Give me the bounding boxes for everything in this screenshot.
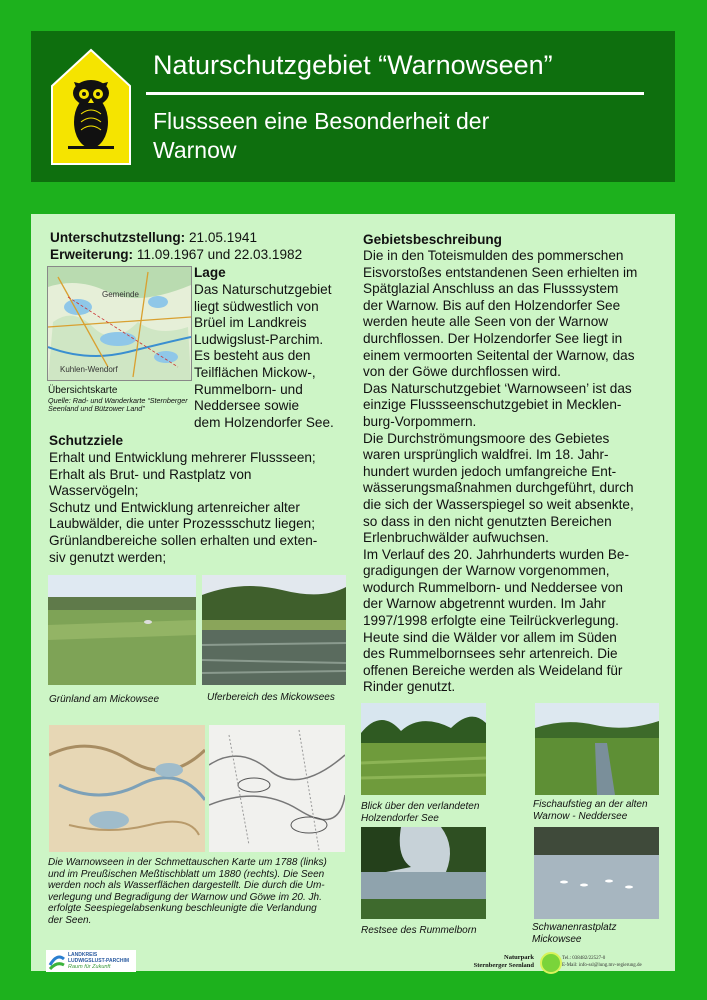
- photo-schwanenrastplatz: [534, 827, 659, 919]
- schutzziele-line: Erhalt und Entwicklung mehrerer Flussseen;: [49, 450, 316, 465]
- schutzziele-heading: Schutzziele: [49, 433, 124, 448]
- caption-schwan-1: Schwanenrastplatz: [532, 922, 617, 933]
- gebiet-line: der Warnow abgetrennt wurden. Im Jahr: [363, 596, 606, 612]
- karten-caption-line: verlegung und Begradigung der Warnow und Göwe im 20. Jh.: [48, 891, 322, 903]
- schutzziele-line: Erhalt als Brut- und Rastplatz von: [49, 466, 252, 482]
- lage-line: Ludwigslust-Parchim.: [194, 331, 324, 347]
- map-source-1: Quelle: Rad- und Wanderkarte “Sternberger: [48, 396, 188, 405]
- gebiet-line: der Warnow. Bis auf den Holzendorfer See: [363, 297, 621, 313]
- erweiterung-line: Erweiterung: 11.09.1967 und 22.03.1982: [50, 247, 303, 262]
- page-title: Naturschutzgebiet “Warnowseen”: [153, 50, 553, 80]
- karten-caption-line: der Seen.: [48, 914, 92, 926]
- page-subtitle: Flussseen eine Besonderheit der Warnow: [153, 108, 490, 163]
- owl-sign-icon: [50, 48, 132, 171]
- gebiet-line: 1997/1998 erfolgte eine Teilrückverlegung.: [363, 613, 619, 629]
- caption-fisch-1: Fischaufstieg an der alten: [533, 799, 648, 810]
- gebiet-line: Rinder genutzt.: [363, 679, 456, 695]
- caption-karten: [48, 857, 327, 926]
- schutzziele-line: Wasservögeln;: [49, 483, 139, 499]
- schutzziele-line: Grünlandbereiche sollen erhalten und exten-: [49, 532, 318, 548]
- gebiet-line: Heute sind die Wälder vor allem im Süden: [363, 629, 617, 645]
- schutzziele-line: Laubwälder, die unter Prozessschutz liegen;: [49, 516, 315, 532]
- gebiet-line: des Rummelbornsees sehr artenreich. Die: [363, 646, 618, 662]
- unterschutz-line: Unterschutzstellung: 21.05.1941: [50, 230, 258, 245]
- lage-text: [194, 282, 334, 431]
- gebiet-line: werden heute alle Seen von der Warnow: [363, 314, 609, 330]
- gebiet-line: einzige Flussseenschutzgebiet in Mecklen-: [363, 397, 622, 413]
- schutzziele-text: [49, 450, 317, 566]
- gebiet-line: durchflossen. Der Holzendorfer See liegt in: [363, 330, 623, 346]
- gebiet-line: waren ursprünglich waldfrei. Im 18. Jahr-: [363, 447, 609, 463]
- gebiet-line: Erlenbruchwälder aufwuchsen.: [363, 530, 549, 546]
- overview-map: [47, 266, 192, 381]
- gebiet-line: offenen Bereiche werden als Weideland für: [363, 662, 623, 678]
- karten-caption-line: Die Warnowseen in der Schmettauschen Karte um 1788 (links): [48, 857, 327, 868]
- gebiet-line: wodurch Rummelborn- und Neddersee von: [363, 579, 623, 595]
- lage-line: Das Naturschutzgebiet: [194, 282, 332, 297]
- photo-rummelborn: [361, 827, 486, 919]
- naturpark-logo-icon: [540, 952, 562, 974]
- lage-line: liegt südwestlich von: [194, 298, 319, 314]
- landkreis-emblem-icon: [48, 951, 66, 971]
- karten-caption-line: und im Preußischen Meßtischblatt um 1880 (rechts). Die Seen: [48, 868, 325, 880]
- schutzziele-line: Schutz und Entwicklung artenreicher alter: [49, 499, 300, 515]
- contact-info: Tel.: 038482/22527-0 E-Mail: info-ssl@lung.mv-regierung.de: [562, 956, 642, 968]
- gebiet-line: hundert wurden jedoch umfangreiche Ent-: [363, 463, 617, 479]
- map-caption: Übersichtskarte: [48, 385, 118, 396]
- gebiet-line: Eisvorstoßes entstandenen Seen erhielten im: [363, 264, 638, 280]
- lage-line: dem Holzendorfer See.: [194, 414, 334, 430]
- caption-rummelborn: Restsee des Rummelborn: [361, 925, 477, 936]
- gebiet-line: Spätglazial Anschluss an das Flusssystem: [363, 281, 619, 297]
- gebiet-line: so dass in den nicht genutzten Bereichen: [363, 513, 612, 529]
- caption-schwan-2: Mickowsee: [532, 934, 582, 945]
- photo-messtischblatt-map: [209, 725, 345, 852]
- gebiet-line: Das Naturschutzgebiet ‘Warnowseen’ ist das: [363, 380, 632, 396]
- gebiet-heading: Gebietsbeschreibung: [363, 232, 502, 247]
- photo-gruenland: [48, 575, 196, 685]
- caption-uferbereich: Uferbereich des Mickowsees: [207, 692, 335, 703]
- caption-holzendorf-2: Holzendorfer See: [361, 813, 439, 824]
- lage-line: Es besteht aus den: [194, 348, 311, 364]
- landkreis-logo: LANDKREIS LUDWIGSLUST-PARCHIM Raum für Zukunft: [46, 950, 136, 972]
- caption-fisch-2: Warnow - Neddersee: [533, 811, 628, 822]
- caption-holzendorf-1: Blick über den verlandeten: [361, 801, 480, 812]
- karten-caption-line: erfolgte Seespiegelabsenkung beschleunigte die Verlandung: [48, 903, 317, 914]
- gebiet-line: Die in den Toteismulden des pommerschen: [363, 248, 624, 263]
- lage-line: Brüel im Landkreis: [194, 315, 307, 331]
- lage-heading: Lage: [194, 265, 226, 280]
- lage-line: Neddersee sowie: [194, 398, 300, 414]
- gebiet-line: burg-Vorpommern.: [363, 413, 477, 429]
- map-label-gemeinde: Gemeinde: [102, 290, 139, 299]
- lage-line: Rummelborn- und: [194, 381, 303, 397]
- caption-gruenland: Grünland am Mickowsee: [49, 694, 160, 705]
- gebiet-line: einem vermoorten Seitental der Warnow, das: [363, 347, 635, 363]
- photo-fischaufstieg: [535, 703, 659, 795]
- gebiet-line: die sich der Wasserspiegel so weit absenkte,: [363, 496, 634, 512]
- map-label-kuhlen: Kuhlen-Wendorf: [60, 365, 118, 374]
- lage-line: Teilflächen Mickow-,: [194, 364, 316, 380]
- title-divider: [146, 92, 644, 95]
- schutzziele-line: siv genutzt werden;: [49, 549, 167, 565]
- photo-schmettau-map: [49, 725, 205, 852]
- gebiet-line: gradigungen der Warnow vorgenommen,: [363, 563, 610, 579]
- gebiet-line: von der Göwe durchflossen wird.: [363, 364, 561, 380]
- photo-holzendorfer-see: [361, 703, 486, 795]
- gebiet-line: Im Verlauf des 20. Jahrhunderts wurden Be-: [363, 546, 629, 562]
- karten-caption-line: werden noch als Wasserflächen dargestellt. Die durch die Um-: [48, 880, 325, 891]
- naturpark-label: Naturpark Sternberger Seenland: [473, 954, 534, 969]
- gebiet-text: [363, 248, 637, 696]
- gebiet-line: Die Durchströmungsmoore des Gebietes: [363, 430, 610, 446]
- map-source-2: Seenland und Bützower Land”: [48, 404, 145, 413]
- photo-uferbereich: [202, 575, 346, 685]
- gebiet-line: wässerungsmaßnahmen durchgeführt, durch: [363, 480, 634, 496]
